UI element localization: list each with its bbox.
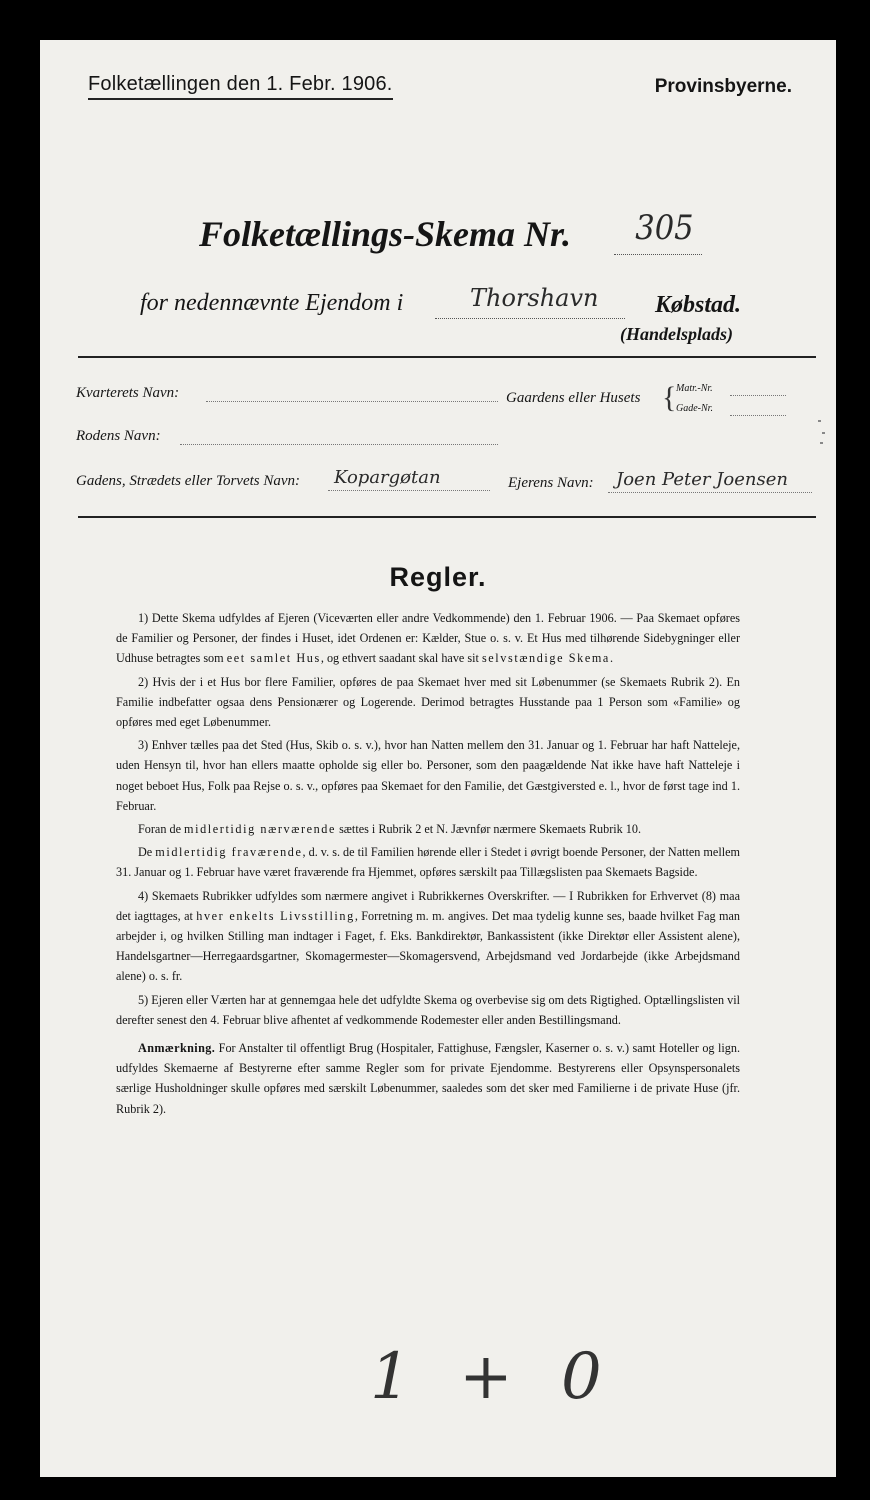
town-line: [435, 318, 625, 319]
subtitle-prefix: for nedennævnte Ejendom i: [140, 290, 404, 316]
gade-nr-field[interactable]: [730, 415, 786, 416]
kvarter-field[interactable]: [206, 401, 498, 402]
rule-3c: De midlertidig fraværende, d. v. s. de til Familien hørende eller i Stedet i øvrigt boende Personer, der Natten mellem 31. Januar og 1. Februar have været fraværende fra Hjemmet, opføres særskilt paa Tillægslisten paa Skemaets Bagside.: [116, 845, 740, 880]
rode-field[interactable]: [180, 444, 498, 445]
rule-4: 4) Skemaets Rubrikker udfyldes som nærmere angivet i Rubrikkernes Overskrifter. — I Rubrikken for Erhvervet (8) maa det iagttages, at hver enkelts Livsstilling, Forretning m. m. angives. Det maa tydelig kunne ses, baade hvilket Fag man arbejder i, og hvilken Stilling man indtager i Faget, f. Eks. Bankdirektør, Bankassistent (ikke Direktør eller Assistent alene), Handelsgartner—Herregaardsgartner, Skomagermester—Skomagersvend, Arbejdsmand ved Jordarbejde (ikke Arbejdsmand alene) o. s. fr.: [116, 888, 740, 984]
margin-mark: [818, 420, 821, 422]
brace: {: [662, 381, 677, 414]
gade-field[interactable]: [328, 490, 490, 491]
form-title: Folketællings-Skema Nr.: [199, 214, 572, 254]
rule-3: 3) Enhver tælles paa det Sted (Hus, Skib o. s. v.), hvor han Natten mellem den 31. Januar og 1. Februar har haft Natteleje, uden Hensyn til, hvor han ellers maatte opholde sig eller bo. Personer, som den paagældende Nat ikke have haft Natteleje i noget beboet Hus, Folk paa Rejse o. s. v., opføres paa Skemaet for den Familie, det Gæstgiversted e. l., hvor de først tage ind 1. Februar.: [116, 738, 740, 813]
gaard-label: Gaardens eller Husets: [506, 390, 641, 406]
rule-3b: Foran de midlertidig nærværende sættes i Rubrik 2 et N. Jævnfør nærmere Skemaets Rubrik 10.: [138, 822, 642, 837]
ejer-label: Ejerens Navn:: [508, 475, 594, 491]
ejer-field[interactable]: [608, 492, 812, 493]
form-number-line: [614, 254, 702, 255]
rode-label: Rodens Navn:: [76, 428, 161, 444]
ejer-value: Joen Peter Joensen: [616, 469, 788, 490]
matr-field[interactable]: [730, 395, 786, 396]
subtitle-suffix: Købstad.: [655, 292, 742, 318]
rule-5: 5) Ejeren eller Værten har at gennemgaa hele det udfyldte Skema og overbevise sig om dets Rigtighed. Optællingslisten vil derefter senest den 4. Februar blive afhentet af vedkommende Rodemester eller anden Bestillingsmand.: [116, 992, 740, 1027]
note: Anmærkning. For Anstalter til offentligt Brug (Hospitaler, Fattighuse, Fængsler, Kaserner o. s. v.) samt Hoteller og lign. udfyldes Skemaerne af Bestyrerne efter samme Regler som for private Ejendomme. Bestyrerens eller Opsynspersonalets særlige Husholdninger skulle opføres med særskilt Løbenummer, saaledes som det sker med Familierne i de private Huse (jfr. Rubrik 2).: [116, 1041, 740, 1116]
form-number: 305: [635, 208, 694, 248]
region-header: Provinsbyerne.: [654, 76, 792, 97]
subtitle-alt: (Handelsplads): [620, 324, 734, 344]
kvarter-label: Kvarterets Navn:: [76, 385, 180, 401]
margin-mark: [822, 432, 825, 434]
gade-nr-label: Gade-Nr.: [676, 403, 713, 414]
matr-label: Matr.-Nr.: [676, 383, 713, 394]
bottom-divider: [78, 516, 816, 518]
gade-label: Gadens, Strædets eller Torvets Navn:: [76, 473, 301, 489]
handwritten-tally: 1 + 0: [370, 1340, 616, 1414]
gade-value: Kopargøtan: [334, 467, 441, 488]
rule-1: 1) Dette Skema udfyldes af Ejeren (Viceværten eller andre Vedkommende) den 1. Februar 1906. — Paa Skemaet opføres de Familier og Personer, der findes i Huset, idet Ordenen er: Kælder, Stue o. s. v. Et Hus med tilhørende Sidebygninger eller Udhuse betragtes som eet samlet Hus, og ethvert saadant skal have sit selvstændige Skema.: [116, 611, 740, 666]
town-name: Thorshavn: [470, 284, 599, 312]
regler-title: Regler.: [389, 562, 487, 592]
top-divider: [78, 356, 816, 358]
census-form-page: [40, 40, 836, 1477]
regler-body: [116, 608, 740, 1122]
rule-2: 2) Hvis der i et Hus bor flere Familier, opføres de paa Skemaet hver med sit Løbenummer (se Skemaets Rubrik 2). En Familie indbefatter ogsaa dens Pensionærer og Logerende. Derimod betragtes Husstande paa 1 Person som «Familie» og opføres med eget Løbenummer.: [116, 674, 740, 730]
census-date-header: Folketællingen den 1. Febr. 1906.: [88, 73, 393, 100]
margin-mark: [820, 442, 823, 444]
